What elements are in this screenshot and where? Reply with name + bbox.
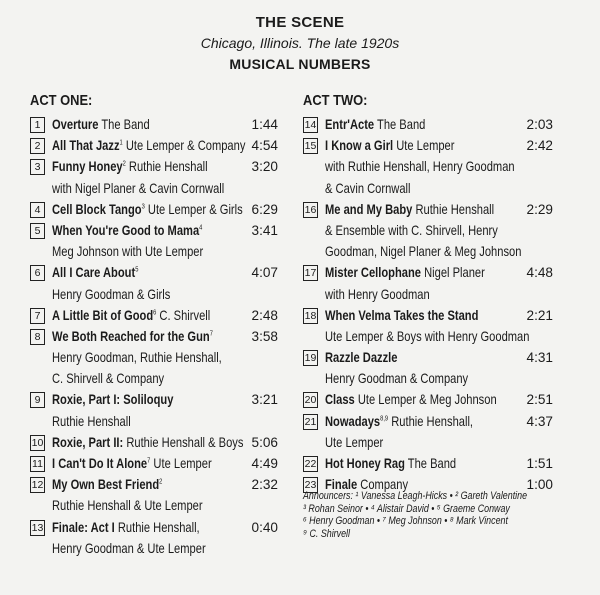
song-title: I Can't Do It Alone bbox=[52, 456, 148, 471]
track-text bbox=[52, 220, 202, 241]
track-line bbox=[30, 135, 278, 156]
song-title: Razzle Dazzle bbox=[325, 350, 398, 366]
track-text bbox=[325, 411, 473, 432]
track-duration: 2:21 bbox=[526, 307, 553, 323]
track-text bbox=[325, 389, 497, 410]
track-line bbox=[303, 114, 553, 135]
track-number-box: 8 bbox=[30, 329, 45, 345]
performer-text: & Cavin Cornwall bbox=[325, 180, 411, 196]
track-continuation bbox=[30, 178, 278, 199]
track-continuation bbox=[303, 178, 553, 199]
song-title: All That Jazz bbox=[52, 138, 120, 154]
track-duration: 2:48 bbox=[251, 307, 278, 323]
track-number-box: 20 bbox=[304, 394, 317, 407]
track-line bbox=[30, 114, 278, 135]
track-continuation bbox=[303, 156, 553, 177]
performer-text: Meg Johnson with Ute Lemper bbox=[52, 244, 204, 260]
performer-text: The Band bbox=[98, 117, 150, 132]
performer-text: Henry Goodman & Ute Lemper bbox=[52, 540, 206, 556]
track-line bbox=[30, 262, 278, 283]
song-title: Mister Cellophane bbox=[325, 265, 422, 281]
track-line bbox=[30, 220, 278, 241]
track-line bbox=[30, 474, 278, 495]
performer-text: Ute Lemper bbox=[393, 138, 455, 154]
announcer-line: ⁶ Henry Goodman • ⁷ Meg Johnson • ⁸ Mark Vincent bbox=[303, 515, 508, 528]
performer-text: Ute Lemper & Meg Johnson bbox=[354, 392, 497, 408]
song-title: Cell Block Tango bbox=[52, 201, 142, 217]
track-continuation bbox=[30, 411, 278, 432]
performer-text: The Band bbox=[374, 117, 426, 132]
track-number-box: 3 bbox=[30, 159, 45, 175]
track-text bbox=[52, 114, 150, 135]
track-number-box: 4 bbox=[30, 202, 45, 218]
track-duration: 1:44 bbox=[251, 117, 278, 132]
track-number-box: 17 bbox=[304, 267, 317, 280]
track-line bbox=[30, 432, 278, 453]
track-number-box: 18 bbox=[304, 309, 317, 322]
song-title: Overture bbox=[52, 117, 99, 132]
track-item bbox=[30, 453, 278, 474]
track-text bbox=[52, 305, 210, 326]
announcer-footnote: 7 bbox=[147, 457, 151, 465]
track-line bbox=[30, 156, 278, 177]
track-number-box: 23 bbox=[304, 479, 317, 492]
song-title: Funny Honey bbox=[52, 159, 123, 175]
announcer-footnote: 7 bbox=[209, 330, 213, 338]
track-item bbox=[303, 262, 553, 304]
track-duration: 4:07 bbox=[251, 265, 278, 281]
track-line bbox=[30, 326, 278, 347]
song-title: We Both Reached for the Gun bbox=[52, 328, 210, 344]
track-duration: 2:32 bbox=[251, 477, 278, 493]
performer-text: Ruthie Henshall bbox=[52, 413, 131, 429]
track-line bbox=[30, 517, 278, 538]
act-one-column bbox=[30, 92, 278, 559]
performer-text: Ute Lemper & Boys with Henry Goodman bbox=[325, 328, 530, 344]
track-item bbox=[30, 474, 278, 516]
announcer-footnote: 6 bbox=[153, 309, 157, 317]
track-line bbox=[303, 135, 553, 156]
track-text bbox=[325, 114, 425, 135]
performer-text: Ruthie Henshall, bbox=[114, 519, 200, 535]
track-text bbox=[52, 389, 173, 410]
track-duration: 1:51 bbox=[526, 456, 553, 471]
track-duration: 4:49 bbox=[251, 456, 278, 471]
song-title: Finale: Act I bbox=[52, 519, 115, 535]
track-number-box: 9 bbox=[30, 392, 45, 408]
track-number-box: 10 bbox=[31, 436, 44, 449]
track-number-box: 7 bbox=[30, 308, 45, 324]
track-line bbox=[303, 453, 553, 474]
performer-text: Ruthie Henshall, bbox=[388, 413, 474, 429]
performer-text: with Nigel Planer & Cavin Cornwall bbox=[52, 180, 225, 196]
track-line bbox=[303, 262, 553, 283]
announcer-line: Announcers: ¹ Vanessa Leagh-Hicks • ² Gareth Valentine bbox=[303, 490, 528, 502]
song-title: All I Care About bbox=[52, 265, 136, 281]
track-duration: 3:20 bbox=[251, 159, 278, 175]
performer-text: Henry Goodman & Girls bbox=[52, 286, 171, 302]
performer-text: Ruthie Henshall bbox=[412, 201, 495, 217]
track-number-box: 14 bbox=[304, 119, 317, 131]
track-item bbox=[303, 411, 553, 453]
track-number-box: 5 bbox=[30, 223, 45, 239]
track-continuation bbox=[303, 326, 553, 347]
performer-text: Nigel Planer bbox=[421, 265, 485, 281]
track-item bbox=[30, 135, 278, 156]
track-item bbox=[30, 305, 278, 326]
track-continuation bbox=[30, 538, 278, 559]
song-title: Hot Honey Rag bbox=[325, 456, 405, 471]
song-title: When You're Good to Mama bbox=[52, 222, 200, 238]
track-item bbox=[30, 199, 278, 220]
track-duration: 3:58 bbox=[251, 328, 278, 344]
track-number-box: 13 bbox=[31, 521, 44, 534]
track-item bbox=[30, 326, 278, 390]
track-item bbox=[303, 305, 553, 347]
song-title: A Little Bit of Good bbox=[52, 307, 154, 323]
performer-text: Henry Goodman, Ruthie Henshall, bbox=[52, 350, 222, 366]
track-text bbox=[52, 474, 162, 495]
performer-text: Goodman, Nigel Planer & Meg Johnson bbox=[325, 244, 522, 260]
track-duration: 4:48 bbox=[526, 265, 553, 281]
track-item bbox=[30, 517, 278, 559]
track-duration: 4:37 bbox=[526, 413, 553, 429]
track-line bbox=[303, 347, 553, 368]
song-title: Class bbox=[325, 392, 355, 408]
track-text bbox=[52, 199, 243, 220]
track-item bbox=[30, 432, 278, 453]
song-title: Me and My Baby bbox=[325, 201, 413, 217]
announcer-footnote: 2 bbox=[122, 160, 126, 168]
announcer-line: ⁹ C. Shirvell bbox=[303, 527, 351, 540]
performer-text: with Ruthie Henshall, Henry Goodman bbox=[325, 159, 515, 175]
section-title: MUSICAL NUMBERS bbox=[229, 56, 371, 72]
track-line bbox=[30, 199, 278, 220]
track-duration: 4:31 bbox=[526, 350, 553, 366]
track-duration: 3:41 bbox=[251, 222, 278, 238]
track-item bbox=[30, 156, 278, 198]
performer-text: Ute Lemper & Company bbox=[122, 138, 246, 154]
track-text bbox=[325, 305, 478, 326]
performer-text: Henry Goodman & Company bbox=[325, 371, 469, 387]
performer-text: C. Shirvell & Company bbox=[52, 371, 165, 387]
track-text bbox=[52, 326, 213, 347]
track-continuation bbox=[30, 241, 278, 262]
track-item bbox=[30, 220, 278, 262]
track-number-box: 1 bbox=[30, 117, 45, 133]
song-title: Nowadays bbox=[325, 413, 381, 429]
track-number-box: 16 bbox=[304, 203, 317, 216]
track-item bbox=[303, 453, 553, 474]
track-duration: 2:42 bbox=[526, 138, 553, 154]
track-number-box: 12 bbox=[31, 479, 44, 492]
track-text bbox=[325, 453, 456, 474]
track-text bbox=[52, 156, 208, 177]
announcer-footnote: 5 bbox=[135, 266, 139, 274]
performer-text: Ruthie Henshall bbox=[125, 159, 208, 175]
track-duration: 0:40 bbox=[251, 519, 278, 535]
track-line bbox=[303, 389, 553, 410]
announcer-footnote: 3 bbox=[141, 203, 145, 211]
track-line bbox=[30, 389, 278, 410]
song-title: I Know a Girl bbox=[325, 138, 394, 154]
track-text bbox=[52, 517, 200, 538]
track-duration: 3:21 bbox=[251, 392, 278, 408]
track-item bbox=[303, 114, 553, 135]
announcer-footnote: 1 bbox=[119, 139, 123, 147]
track-text bbox=[52, 453, 212, 474]
song-title: Entr'Acte bbox=[325, 117, 375, 132]
act-one-track-list bbox=[30, 114, 278, 559]
track-item bbox=[303, 347, 553, 389]
track-number-box: 21 bbox=[304, 415, 317, 428]
track-item bbox=[30, 389, 278, 431]
track-item bbox=[303, 199, 553, 263]
track-line bbox=[30, 453, 278, 474]
performer-text: Ruthie Henshall & Ute Lemper bbox=[52, 498, 203, 514]
performer-text: Ute Lemper bbox=[150, 456, 212, 471]
header bbox=[0, 12, 600, 75]
track-text bbox=[52, 262, 138, 283]
performer-text: The Band bbox=[404, 456, 457, 471]
track-item bbox=[30, 262, 278, 304]
song-title: Roxie, Part I: Soliloquy bbox=[52, 392, 174, 408]
track-duration: 4:54 bbox=[251, 138, 278, 154]
track-text bbox=[325, 262, 485, 283]
page-subtitle: Chicago, Illinois. The late 1920s bbox=[200, 35, 400, 51]
announcers-note bbox=[303, 490, 558, 540]
track-continuation bbox=[303, 284, 553, 305]
track-text bbox=[52, 432, 243, 453]
track-continuation bbox=[303, 368, 553, 389]
act-two-title: ACT TWO: bbox=[303, 92, 368, 109]
act-two-column bbox=[303, 92, 553, 495]
track-number-box: 11 bbox=[30, 456, 45, 472]
track-item bbox=[303, 135, 553, 199]
track-text bbox=[325, 199, 494, 220]
track-duration: 6:29 bbox=[251, 201, 278, 217]
track-duration: 2:03 bbox=[526, 117, 553, 132]
track-number-box: 6 bbox=[30, 265, 45, 281]
announcer-footnote: 2 bbox=[159, 478, 163, 486]
track-continuation bbox=[30, 495, 278, 516]
track-item bbox=[303, 389, 553, 410]
act-one-title: ACT ONE: bbox=[30, 92, 93, 109]
page-title: THE SCENE bbox=[255, 14, 345, 31]
track-duration: 1:00 bbox=[526, 477, 553, 493]
performer-text: Ute Lemper bbox=[325, 434, 384, 450]
performer-text: Ruthie Henshall & Boys bbox=[123, 434, 244, 450]
track-continuation bbox=[303, 220, 553, 241]
track-duration: 2:29 bbox=[526, 201, 553, 217]
announcer-footnote: 8,9 bbox=[380, 415, 389, 423]
track-item bbox=[30, 114, 278, 135]
track-line bbox=[303, 199, 553, 220]
song-title: Roxie, Part II: bbox=[52, 434, 124, 450]
performer-text: C. Shirvell bbox=[156, 307, 211, 323]
track-number-box: 15 bbox=[304, 140, 317, 153]
track-text bbox=[52, 135, 245, 156]
track-text bbox=[325, 347, 397, 368]
track-duration: 5:06 bbox=[251, 434, 278, 450]
track-continuation bbox=[303, 432, 553, 453]
track-line bbox=[303, 411, 553, 432]
song-title: Finale bbox=[325, 477, 358, 493]
track-line bbox=[30, 305, 278, 326]
announcer-line: ³ Rohan Seinor • ⁴ Alistair David • ⁵ Graeme Conway bbox=[303, 502, 510, 515]
performer-text: Company bbox=[357, 477, 409, 493]
act-two-track-list bbox=[303, 114, 553, 495]
track-continuation bbox=[30, 368, 278, 389]
track-number-box: 2 bbox=[30, 138, 45, 154]
announcer-footnote: 4 bbox=[199, 224, 203, 232]
performer-text: & Ensemble with C. Shirvell, Henry bbox=[325, 222, 498, 238]
performer-text: with Henry Goodman bbox=[325, 286, 430, 302]
track-duration: 2:51 bbox=[526, 392, 553, 408]
track-continuation bbox=[303, 241, 553, 262]
track-continuation bbox=[30, 284, 278, 305]
track-number-box: 19 bbox=[304, 352, 317, 365]
performer-text: Ute Lemper & Girls bbox=[144, 201, 243, 217]
track-line bbox=[303, 305, 553, 326]
track-continuation bbox=[30, 347, 278, 368]
track-number-box: 22 bbox=[304, 458, 317, 470]
song-title: When Velma Takes the Stand bbox=[325, 307, 479, 323]
track-text bbox=[325, 135, 454, 156]
song-title: My Own Best Friend bbox=[52, 477, 160, 493]
